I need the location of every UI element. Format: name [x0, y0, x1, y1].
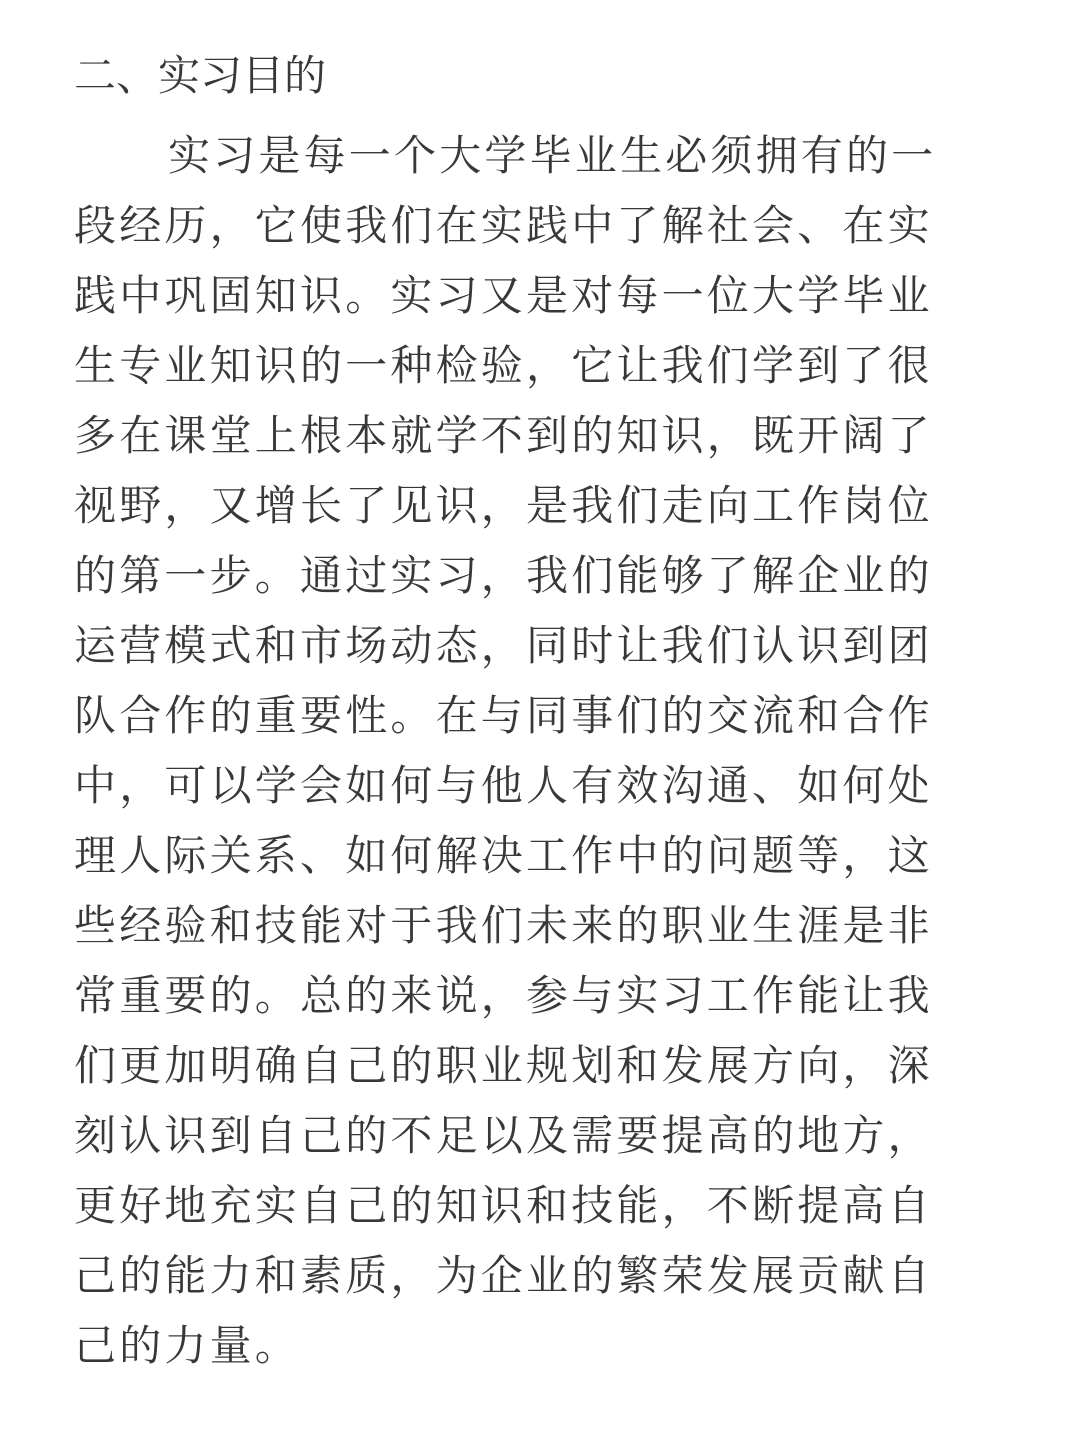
text-line: 刻认识到自己的不足以及需要提高的地方，: [74, 1111, 933, 1160]
text-line: 们更加明确自己的职业规划和发展方向，深: [74, 1041, 933, 1090]
text-line: 更好地充实自己的知识和技能，不断提高自: [74, 1181, 933, 1230]
section-heading: 二、实习目的: [74, 51, 327, 100]
text-line: 的第一步。通过实习，我们能够了解企业的: [74, 551, 933, 600]
text-line: 多在课堂上根本就学不到的知识，既开阔了: [74, 411, 933, 460]
text-line: 队合作的重要性。在与同事们的交流和合作: [74, 691, 933, 740]
text-line: 段经历，它使我们在实践中了解社会、在实: [74, 201, 933, 250]
text-line: 生专业知识的一种检验，它让我们学到了很: [74, 341, 933, 390]
text-line: 理人际关系、如何解决工作中的问题等，这: [74, 831, 933, 880]
text-line: 常重要的。总的来说，参与实习工作能让我: [74, 971, 933, 1020]
text-line: 践中巩固知识。实习又是对每一位大学毕业: [74, 271, 933, 320]
text-line: 己的能力和素质，为企业的繁荣发展贡献自: [74, 1251, 933, 1300]
text-line: 中，可以学会如何与他人有效沟通、如何处: [74, 761, 933, 810]
text-line: 运营模式和市场动态，同时让我们认识到团: [74, 621, 933, 670]
text-line: 些经验和技能对于我们未来的职业生涯是非: [74, 901, 933, 950]
text-line: 实习是每一个大学毕业生必须拥有的一: [168, 131, 937, 180]
text-line: 己的力量。: [74, 1321, 301, 1370]
text-line: 视野，又增长了见识，是我们走向工作岗位: [74, 481, 933, 530]
